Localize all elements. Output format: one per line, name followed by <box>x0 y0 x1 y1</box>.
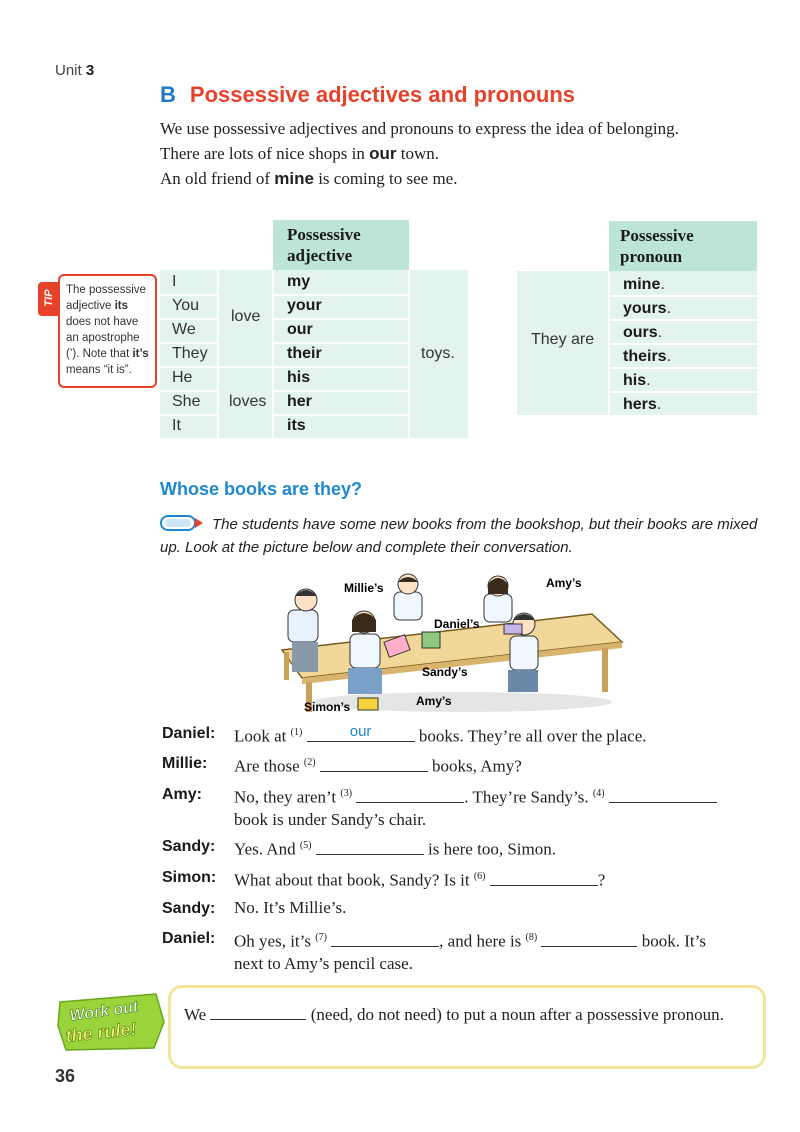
subject-cell: He <box>172 369 193 386</box>
dialogue-text: Are those <box>234 756 304 776</box>
student-simon <box>288 589 318 672</box>
table-rule <box>610 391 757 393</box>
dialogue-line-2 <box>234 752 754 778</box>
subject-cell: They <box>172 345 208 362</box>
dialogue-text: book. It’s <box>637 931 706 951</box>
tip-text <box>66 282 150 378</box>
pronoun-word: ours <box>623 324 658 341</box>
label-amy-bottom: Amy’s <box>416 694 452 708</box>
table-leg <box>602 648 608 692</box>
rule-answer-blank[interactable] <box>210 1005 306 1020</box>
pronoun-word: theirs <box>623 348 667 365</box>
tip-text-part: does not have an apostrophe (’). Note that <box>66 316 140 360</box>
adjective-table-header <box>273 220 409 270</box>
table-rule <box>610 319 757 321</box>
intro-line-3 <box>160 169 457 189</box>
verb-cell: love <box>231 308 261 325</box>
pronoun-cell <box>623 396 661 414</box>
adjective-cell: his <box>287 369 311 386</box>
dialogue-text: Oh yes, it’s <box>234 931 316 951</box>
table-rule <box>274 414 408 416</box>
tip-label: TIP <box>43 289 55 307</box>
table-rule <box>274 294 408 296</box>
dialogue-line-7 <box>234 927 754 975</box>
unit-label <box>55 62 94 79</box>
intro-text: There are lots of nice shops in <box>160 144 370 163</box>
dialogue-text: book is under Sandy’s chair. <box>234 809 427 829</box>
unit-word: Unit <box>55 62 82 79</box>
sample-answer: our <box>349 722 372 740</box>
label-sandy: Sandy’s <box>422 665 468 679</box>
dialogue-text: books, Amy? <box>427 756 522 776</box>
badge-line-2: the rule! <box>64 1018 138 1047</box>
dialogue-text: . They’re Sandy’s. <box>464 787 593 807</box>
rule-box <box>168 985 766 1069</box>
pronoun-dot: . <box>660 276 665 293</box>
subject-cell: I <box>172 273 177 290</box>
table-rule <box>274 342 408 344</box>
exercise-heading: Whose books are they? <box>160 479 363 499</box>
speaker-label: Sandy: <box>162 900 216 917</box>
table-rule <box>610 343 757 345</box>
intro-text: An old friend of <box>160 169 275 188</box>
table-rule <box>160 414 217 416</box>
blank-number: (1) <box>290 727 303 738</box>
student-amy <box>484 576 512 622</box>
table-rule <box>160 294 217 296</box>
dialogue-text: is here too, Simon. <box>423 839 556 859</box>
pronoun-word: hers <box>623 396 657 413</box>
pronoun-word: yours <box>623 300 667 317</box>
dialogue-line-1 <box>234 722 754 748</box>
speaker-label: Daniel: <box>162 930 216 947</box>
book <box>504 624 522 634</box>
object-cell: toys. <box>421 345 455 362</box>
speaker-label: Sandy: <box>162 838 216 855</box>
pronoun-cell <box>623 276 665 294</box>
adjective-header-text: Possessive adjective <box>287 225 361 265</box>
table-rule <box>160 390 217 392</box>
tip-text-part: The possessive adjective <box>66 284 146 312</box>
table-rule <box>610 367 757 369</box>
intro-text: town. <box>396 144 440 163</box>
tip-tab <box>38 282 60 316</box>
adjective-cell: our <box>287 321 313 338</box>
adjective-cell: my <box>287 273 311 290</box>
dialogue-text: No, they aren’t <box>234 787 341 807</box>
unit-number: 3 <box>85 62 95 79</box>
pronoun-cell <box>623 324 662 342</box>
answer-blank[interactable] <box>307 722 415 742</box>
answer-blank[interactable] <box>541 932 637 947</box>
label-simon: Simon’s <box>304 700 351 714</box>
student-millie <box>394 574 422 620</box>
table-divider <box>408 270 410 438</box>
section-letter: B <box>160 82 176 107</box>
blank-number: (3) <box>340 788 353 799</box>
speaker-label: Millie: <box>162 755 208 772</box>
dialogue-text: Look at <box>234 726 291 746</box>
dialogue-text: next to Amy’s pencil case. <box>234 953 413 973</box>
pronoun-lead-cell: They are <box>531 331 595 348</box>
section-heading <box>160 82 575 108</box>
work-out-the-rule-badge <box>56 992 166 1052</box>
rule-text-part: (need, do not need) to put a noun after a possessive pronoun. <box>306 1005 724 1024</box>
intro-example-bold: mine <box>274 169 314 188</box>
rule-text-part: We <box>184 1005 211 1024</box>
student-sandy <box>348 611 382 694</box>
dialogue-text: Yes. And <box>234 839 300 859</box>
answer-blank[interactable] <box>609 788 717 803</box>
intro-line-2 <box>160 144 439 164</box>
dialogue-text: ? <box>597 870 606 890</box>
adjective-cell: their <box>287 345 322 362</box>
intro-line-1: We use possessive adjectives and pronouns to express the idea of belonging. <box>160 119 679 138</box>
tip-text-bold: it’s <box>132 348 149 360</box>
dialogue-line-4 <box>234 835 754 861</box>
table-leg <box>284 652 289 680</box>
classroom-illustration <box>262 570 632 718</box>
intro-example-bold: our <box>369 144 397 163</box>
adjective-cell: your <box>287 297 322 314</box>
pronoun-cell <box>623 300 671 318</box>
pronoun-word: his <box>623 372 647 389</box>
instruction-text: The students have some new books from the bookshop, but their books are mixed up. Look at the picture below and complete their conversation. <box>160 516 758 556</box>
table-rule <box>274 318 408 320</box>
pronoun-table-header <box>609 221 757 271</box>
subject-cell: We <box>172 321 196 338</box>
table-rule <box>274 390 408 392</box>
verb-cell: loves <box>229 393 267 410</box>
table-rule <box>160 342 217 344</box>
pronoun-dot: . <box>646 372 651 389</box>
blank-number: (7) <box>315 932 327 943</box>
pronoun-word: mine <box>623 276 661 293</box>
speaker-label: Amy: <box>162 786 203 803</box>
subject-cell: You <box>172 297 199 314</box>
page-number: 36 <box>55 1066 76 1086</box>
pronoun-dot: . <box>666 348 672 365</box>
tip-text-bold: its <box>114 300 129 312</box>
pronoun-cell <box>623 348 671 366</box>
pronoun-cell <box>623 372 651 390</box>
blank-number: (6) <box>473 871 486 882</box>
book <box>422 632 440 648</box>
dialogue-line-5 <box>234 866 754 892</box>
answer-blank[interactable] <box>331 932 439 947</box>
blank-number: (8) <box>525 932 538 943</box>
subject-cell: It <box>172 417 181 434</box>
shadow <box>312 692 612 712</box>
speaker-label: Daniel: <box>162 725 216 742</box>
table-rule <box>160 318 217 320</box>
pronoun-dot: . <box>666 300 672 317</box>
answer-blank[interactable] <box>356 788 464 803</box>
answer-blank[interactable] <box>316 840 424 855</box>
dialogue-text: books. They’re all over the place. <box>414 726 647 746</box>
label-daniel: Daniel’s <box>434 617 480 631</box>
dialogue-text: , and here is <box>439 931 526 951</box>
pencil-icon <box>160 514 204 532</box>
subject-cell: She <box>172 393 201 410</box>
intro-text: is coming to see me. <box>313 169 458 188</box>
blank-number: (2) <box>303 757 316 768</box>
blank-number: (5) <box>299 840 312 851</box>
adjective-cell: its <box>287 417 306 434</box>
tip-text-part: means “it is”. <box>66 364 132 376</box>
label-amy-top: Amy’s <box>546 576 582 590</box>
section-title: Possessive adjectives and pronouns <box>189 82 576 107</box>
dialogue-text: No. It’s Millie’s. <box>234 898 347 917</box>
answer-blank[interactable] <box>320 757 428 772</box>
speaker-label: Simon: <box>162 869 217 886</box>
pronoun-header-text: Possessive pronoun <box>620 226 694 266</box>
dialogue-line-3 <box>234 783 754 831</box>
blank-number: (4) <box>592 788 605 799</box>
dialogue-line-6 <box>234 897 754 919</box>
badge-line-1: Work out <box>68 998 140 1025</box>
book <box>358 698 378 710</box>
table-rule <box>160 366 408 368</box>
dialogue-text: What about that book, Sandy? Is it <box>234 870 474 890</box>
adjective-cell: her <box>287 393 312 410</box>
rule-text <box>184 1004 744 1025</box>
table-divider <box>217 270 219 438</box>
label-millie: Millie’s <box>344 581 384 595</box>
table-rule <box>610 295 757 297</box>
pronoun-dot: . <box>656 396 662 413</box>
pronoun-dot: . <box>657 324 663 341</box>
exercise-instruction <box>160 513 760 559</box>
answer-blank[interactable] <box>490 871 598 886</box>
